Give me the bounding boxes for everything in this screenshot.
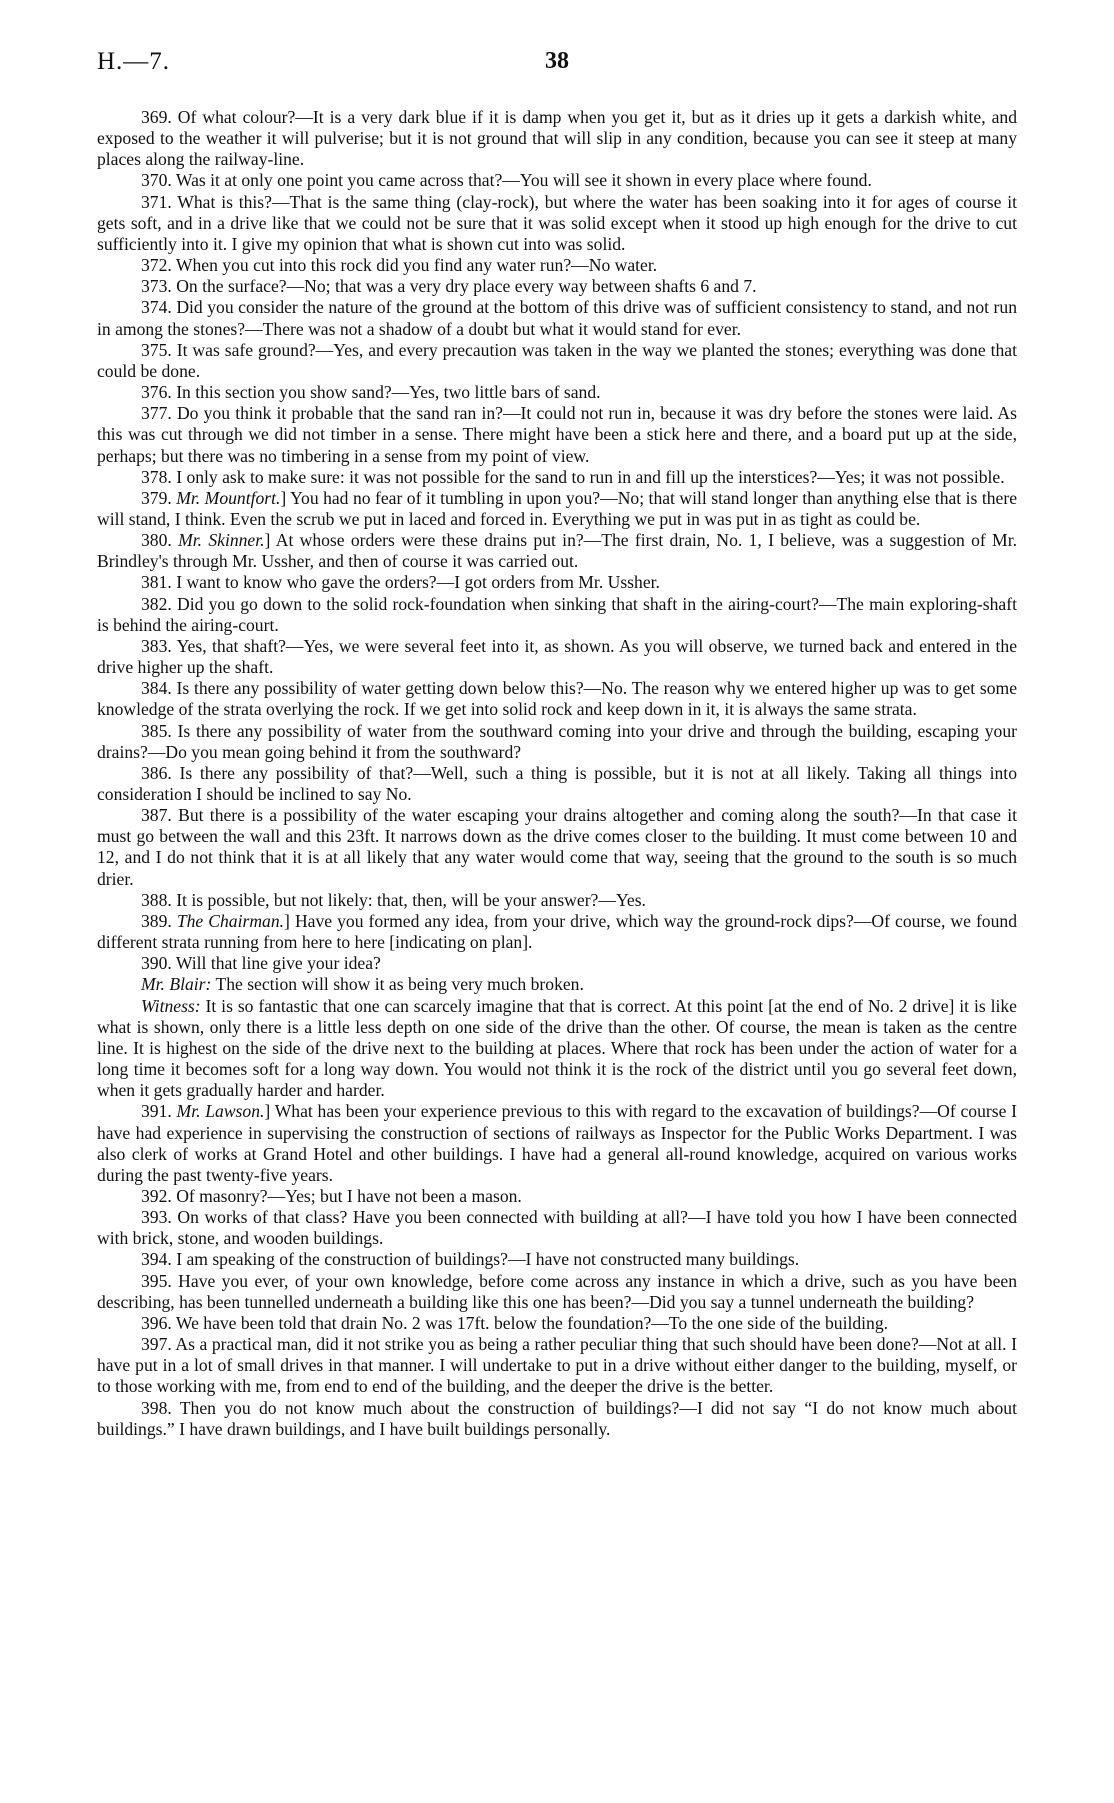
speaker-name: Mr. Blair: (141, 974, 212, 995)
page-number: 38 (545, 48, 569, 74)
question-392: 392. Of masonry?—Yes; but I have not been a mason. (141, 1185, 522, 1206)
question-379: 379. Mr. Mountfort.] You had no fear of it tumbling in upon you?—No; that will stand longer than anything else that is there will stand, I think. Even the scrub we put in laced and forced in. Everything we put in was put in as tight as could be. (97, 487, 1017, 529)
question-398: 398. Then you do not know much about the construction of buildings?—I did not say “I do not know much about buildings.” I have drawn buildings, and I have built buildings personally. (97, 1397, 1017, 1439)
question-386: 386. Is there any possibility of that?—Well, such a thing is possible, but it is not at all likely. Taking all things into consideration I should be inclined to say No. (97, 762, 1017, 804)
question-376: 376. In this section you show sand?—Yes, two little bars of sand. (141, 382, 601, 403)
question-383: 383. Yes, that shaft?—Yes, we were several feet into it, as shown. As you will observe, we turned back and entered in the drive higher up the shaft. (97, 635, 1017, 678)
page-header (97, 48, 1017, 88)
question-395: 395. Have you ever, of your own knowledge, before come across any instance in which a drive, such as you have been describing, has been tunnelled underneath a building like this one has been?—Did you say a tunnel underneath the building? (97, 1270, 1017, 1312)
question-378: 378. I only ask to make sure: it was not possible for the sand to run in and fill up the interstices?—Yes; it was not possible. (141, 466, 1005, 487)
question-370: 370. Was it at only one point you came across that?—You will see it shown in every place where found. (141, 170, 872, 191)
question-369: 369. Of what colour?—It is a very dark blue if it is damp when you get it, but as it dries up it gets a darkish white, and exposed to the weather it will pulverise; but it is not ground that will slip in any condition, because you can see it steep at many places along the railway-line. (97, 107, 1017, 170)
question-390: 390. Will that line give your idea? (141, 953, 381, 974)
question-372: 372. When you cut into this rock did you find any water run?—No water. (141, 255, 658, 276)
document-reference: H.—7. (97, 48, 171, 75)
question-387: 387. But there is a possibility of the water escaping your drains altogether and coming along the south?—In that case it must go between the wall and this 23ft. It narrows down as the drive comes closer to the building. It must come between 10 and 12, and I do not think that it is at all likely that any water would come that way, seeing that the ground to the south is so much drier. (97, 805, 1017, 889)
speaker-name: Mr. Mountfort. (176, 487, 281, 508)
statement-mr-blair: Mr. Blair: The section will show it as being very much broken. (141, 974, 584, 995)
question-394: 394. I am speaking of the construction of buildings?—I have not constructed many buildings. (141, 1249, 800, 1270)
question-375: 375. It was safe ground?—Yes, and every precaution was taken in the way we planted the stones; everything was done that could be done. (97, 339, 1017, 381)
question-374: 374. Did you consider the nature of the ground at the bottom of this drive was of sufficient consistency to stand, and not run in among the stones?—There was not a shadow of a doubt but what it would stand for ever. (97, 297, 1017, 339)
question-371: 371. What is this?—That is the same thing (clay-rock), but where the water has been soaking into it for ages of course it gets soft, and in a drive like that we could not be sure that it was solid except when it stood up high enough for the drive to cut sufficiently into it. I give my opinion that what is shown cut into was solid. (97, 191, 1017, 254)
question-380: 380. Mr. Skinner.] At whose orders were these drains put in?—The first drain, No. 1, I believe, was a suggestion of Mr. Brindley's through Mr. Ussher, and then of course it was carried out. (97, 530, 1017, 572)
speaker-name: Witness: (141, 995, 201, 1016)
question-373: 373. On the surface?—No; that was a very dry place every way between shafts 6 and 7. (141, 276, 757, 297)
question-396: 396. We have been told that drain No. 2 was 17ft. below the foundation?—To the one side of the building. (141, 1312, 889, 1333)
statement-witness: Witness: It is so fantastic that one can scarcely imagine that that is correct. At this point [at the end of No. 2 drive] it is like what is shown, only there is a little less depth on one side of the drive than the other. Of course, the mean is taken as the centre line. It is highest on the side of the drive next to the building at places. Where that rock has been under the action of water for a long time it becomes soft for a long way down. You would not think it is the rock of the district until you go several feet down, when it gets gradually harder and harder. (97, 995, 1017, 1101)
question-389: 389. The Chairman.] Have you formed any idea, from your drive, which way the ground-rock dips?—Of course, we found different strata running from here to here [indicating on plan]. (97, 910, 1017, 953)
evidence-text (97, 107, 1017, 1440)
question-377: 377. Do you think it probable that the sand ran in?—It could not run in, because it was dry before the stones were laid. As this was cut through we did not timber in a sense. There might have been a stick here and there, and a board put up at the side, perhaps; but there was no timbering in a sense from my point of view. (97, 403, 1017, 466)
speaker-name: Mr. Skinner. (178, 530, 265, 551)
question-384: 384. Is there any possibility of water getting down below this?—No. The reason why we entered higher up was to get some knowledge of the strata overlying the rock. If we get into solid rock and keep down in it, it is always the same strata. (97, 678, 1017, 720)
question-391: 391. Mr. Lawson.] What has been your experience previous to this with regard to the excavation of buildings?—Of course I have had experience in supervising the construction of sections of railways as Inspector for the Public Works Department. I was also clerk of works at Grand Hotel and other buildings. I have had a general all-round knowledge, acquired on various works during the past twenty-five years. (97, 1101, 1018, 1185)
question-382: 382. Did you go down to the solid rock-foundation when sinking that shaft in the airing-court?—The main exploring-shaft is behind the airing-court. (97, 593, 1017, 635)
question-397: 397. As a practical man, did it not strike you as being a rather peculiar thing that such should have been done?—Not at all. I have put in a lot of small drives in that manner. I will undertake to put in a drive without either danger to the building, myself, or to those working with me, from end to end of the building, and the deeper the drive is the better. (97, 1334, 1017, 1397)
question-385: 385. Is there any possibility of water from the southward coming into your drive and through the building, escaping your drains?—Do you mean going behind it from the southward? (97, 720, 1017, 762)
question-388: 388. It is possible, but not likely: that, then, will be your answer?—Yes. (141, 889, 646, 910)
speaker-name: The Chairman. (176, 910, 285, 931)
speaker-name: Mr. Lawson. (176, 1101, 265, 1122)
question-393: 393. On works of that class? Have you been connected with building at all?—I have told you how I have been connected with brick, stone, and wooden buildings. (97, 1207, 1017, 1249)
question-381: 381. I want to know who gave the orders?—I got orders from Mr. Ussher. (141, 572, 660, 593)
